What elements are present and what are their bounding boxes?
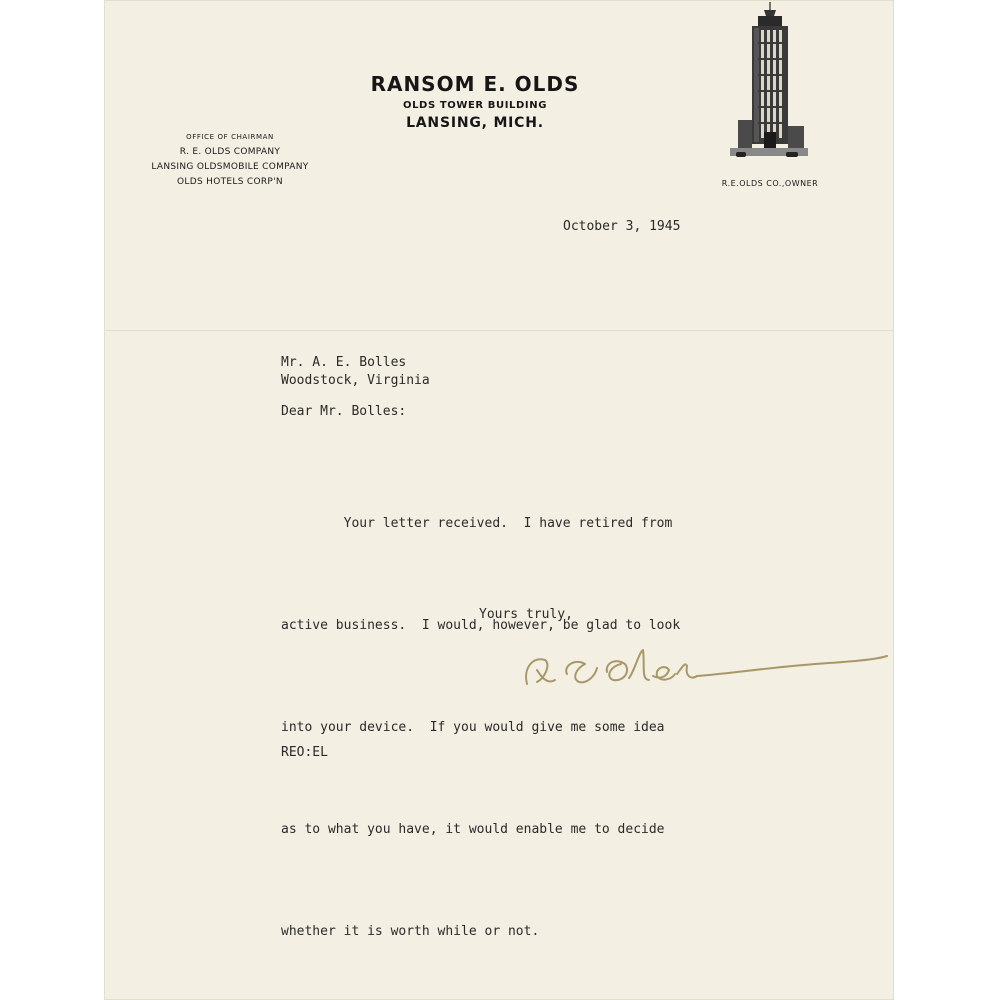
letterhead-companies [140, 130, 320, 190]
body-line: Your letter received. I have retired from [281, 516, 673, 531]
letterhead-center [330, 72, 620, 131]
olds-tower-icon [728, 2, 810, 166]
typist-initials: REO:EL [281, 745, 328, 760]
company-line: R. E. OLDS COMPANY [179, 147, 281, 157]
body-line: active business. I would, however, be glad to look [281, 618, 681, 633]
paper-fold-line [104, 330, 894, 331]
letterhead-building: OLDS TOWER BUILDING [402, 100, 548, 111]
company-line: LANSING OLDSMOBILE COMPANY [151, 162, 309, 172]
signature [515, 640, 895, 695]
body-line: as to what you have, it would enable me to decide [281, 822, 665, 837]
recipient-name: Mr. A. E. Bolles [281, 355, 407, 370]
salutation: Dear Mr. Bolles: [281, 404, 407, 419]
body-line: into your device. If you would give me some idea [281, 720, 665, 735]
letterhead-name: RANSOM E. OLDS [370, 72, 580, 96]
closing: Yours truly, [479, 607, 573, 622]
company-line: OLDS HOTELS CORP'N [177, 177, 283, 187]
letter-date: October 3, 1945 [563, 219, 681, 234]
letterhead-owner: R.E.OLDS CO.,OWNER [721, 179, 819, 188]
letter-body [281, 439, 680, 983]
body-line: whether it is worth while or not. [281, 924, 540, 939]
recipient-location: Woodstock, Virginia [281, 373, 430, 388]
letterhead-city: LANSING, MICH. [406, 115, 544, 131]
letterhead-office: OFFICE OF CHAIRMAN [186, 133, 274, 141]
